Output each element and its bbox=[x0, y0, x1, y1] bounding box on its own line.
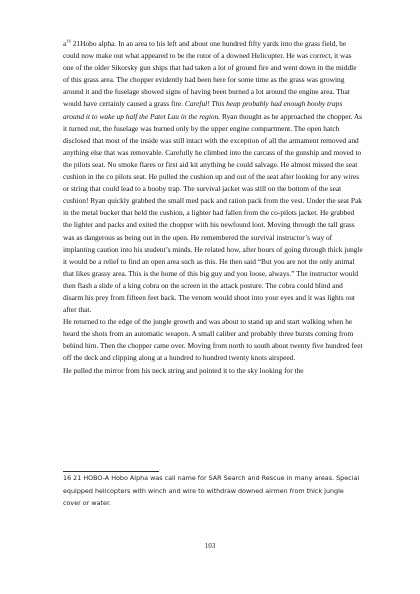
footnote: 16 21 HOBO-A Hobo Alpha was call name for SAR Search and Rescue in many areas. Special equipped helicopters with winch and wire to withdraw downed airmen from thick jungle cover or water. bbox=[63, 474, 360, 507]
page-number: 103 bbox=[204, 542, 216, 550]
body-text bbox=[63, 38, 363, 377]
paragraph-1 bbox=[63, 38, 363, 316]
italic-thought: Careful! This heap probably had enough booby traps around it to wake up half the Patet Lau in the region. bbox=[63, 99, 343, 121]
footnote-reference: 16 bbox=[66, 38, 71, 44]
paragraph-3: He pulled the mirror from his neck string and pointed it to the sky looking for the bbox=[63, 365, 304, 375]
paragraph-2: He returned to the edge of the jungle growth and was about to stand up and start walking when he heard the shots from an automatic weapon. A small caliber and probably three bursts coming from behind him. Then the chopper came over. Moving from north to south about twenty five hundred feet off the deck and clipping along at a hundred to hundred twenty knots airspeed. bbox=[63, 317, 363, 363]
paragraph-1-rest: Ryan thought as he approached the chopper. As it turned out, the fuselage was burned only by the upper engine compartment. The open hatch disclosed that most of the inside was still intact with the exception of all the armament removed and anything else that was removable. Carefully he climbed into the carcass of the gunship and moved to the pilots seat. No smoke flares or first aid kit anything he could salvage. He almost missed the seat cushion in the co pilots seat. He pulled the cushion up and out of the seat after looking for any wires or string that could lead to a booby trap. The survival jacket was still on the bottom of the seat cushion! Ryan quickly grabbed the small med pack and ration pack from the vest. Under the seat Pak in the metal bucket that held the cushion, a lighter had fallen from the co-pilots jacket. He grabbed the lighter and packs and exited the chopper with his newfound loot. Moving through the tall grass was as dangerous as being out in the open. He remembered the survival instructor’s way of implanting caution into his student’s minds. He related how, after hours of going through thick jungle it would be a relief to find an open area such as this. He then said “But you are not the only animal that likes grassy area. This is the home of this big guy and you loose, always.” The instructor would then flash a slide of a king cobra on the screen in the attack posture. The cobra could blind and disarm his prey from fifteen feet back. The venom would shoot into your eyes and it was lights out after that. bbox=[63, 111, 363, 315]
paragraph-1-text: 21Hobo alpha. In an area to his left and about one hundred fifty yards into the grass field, he could now make out what appeared to be the rotor of a downed Helicopter. He was correct, it was one of the older Sikorsky gun ships that had taken a lot of ground fire and went down in the middle of this grass area. The chopper evidently had been here for some time as the grass was growing around it and the fuselage showed signs of having been burned a lot around the engine area. That would have certainly caused a grass fire. bbox=[63, 39, 357, 109]
paragraph-prefix: a bbox=[63, 39, 67, 48]
